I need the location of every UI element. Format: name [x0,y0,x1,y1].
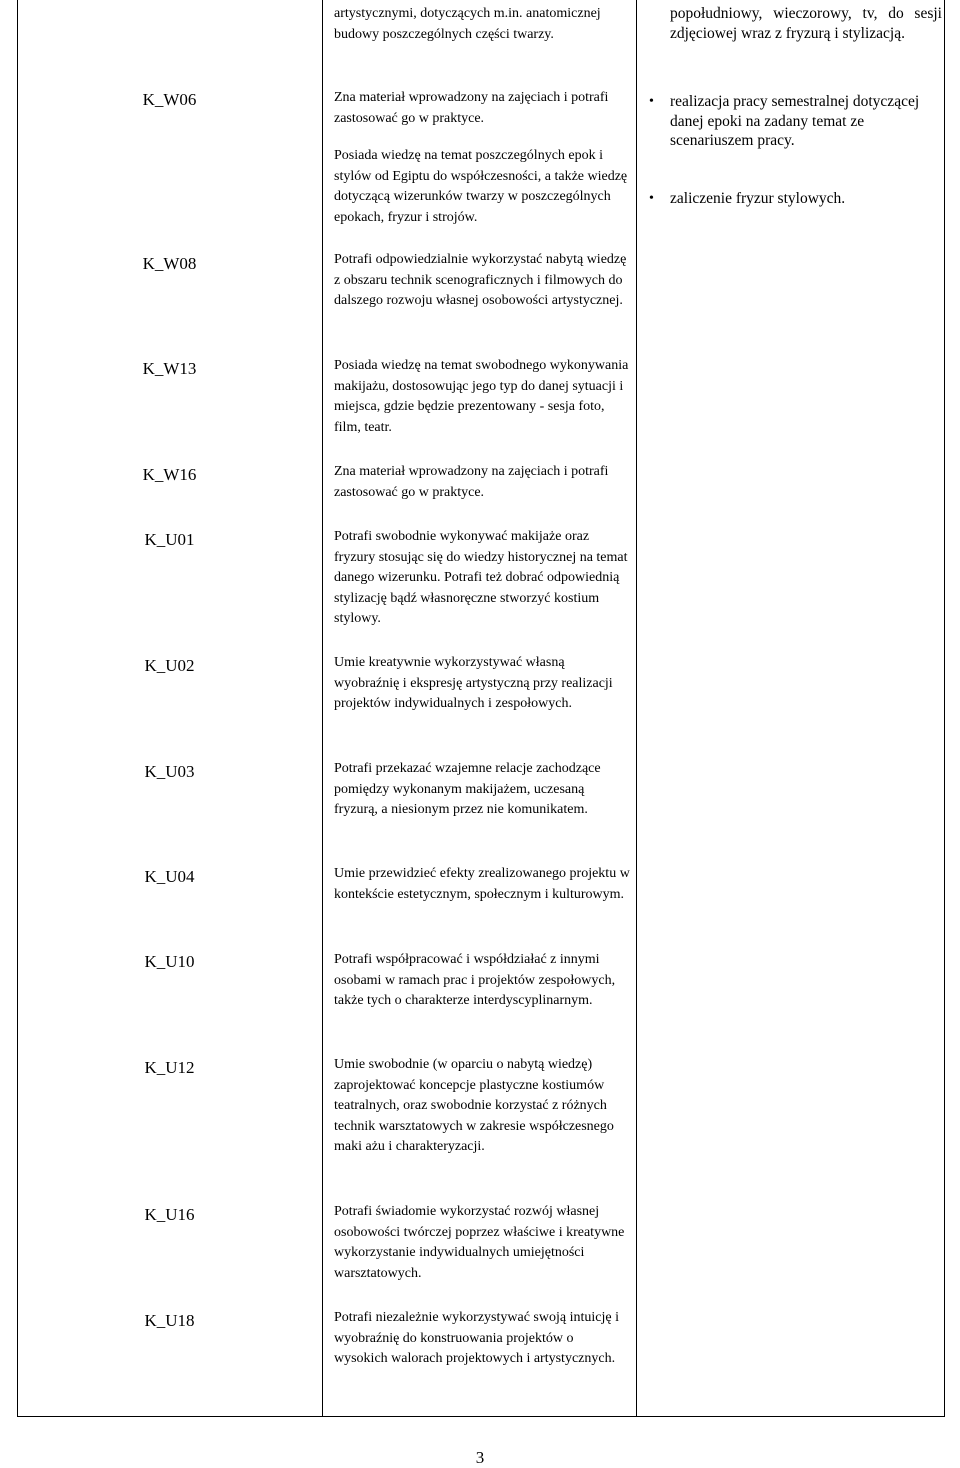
effect-description: Potrafi niezależnie wykorzystywać swoją intuicję i wyobraźnię do konstruowania projektów o wysokich walorach projektowych i artystycznych. [334,1310,619,1366]
effect-code: K_W16 [142,465,197,484]
effect-description: Umie przewidzieć efekty zrealizowanego projektu w kontekście estetycznym, społecznym i kulturowym. [334,866,630,902]
effect-description: Zna materiał wprowadzony na zajęciach i potrafi zastosować go w praktyce. [334,464,609,500]
effect-description: artystycznymi, dotyczących m.in. anatomicznej budowy poszczególnych części twarzy. [334,6,601,42]
column-divider [636,0,637,1416]
verification-method-text: popołudniowy, wieczorowy, tv, do sesji zdjęciowej wraz z fryzurą i stylizacją. [670,5,942,42]
list-item: • zaliczenie fryzur stylowych. [649,189,939,209]
effect-description: Potrafi swobodnie wykonywać makijaże oraz fryzury stosując się do wiedzy historycznej na temat danego wizerunku. Potrafi też dobrać odpowiednią stylizację bądź własnoręczne stworzyć kostium stylowy. [334,529,628,626]
effect-description: Potrafi odpowiedzialnie wykorzystać nabytą wiedzę z obszaru technik scenograficznych i filmowych do dalszego rozwoju własnej osobowości artystycznej. [334,252,627,308]
effect-code: K_U04 [144,867,195,886]
page-number: 3 [475,1448,485,1467]
effect-description: Umie swobodnie (w oparciu o nabytą wiedzę) zaprojektować koncepcje plastyczne kostiumów teatralnych, oraz swobodnie korzystać z różnych technik warsztatowych w zakresie współczesnego maki ażu i charakteryzacji. [334,1057,614,1154]
effect-description: Zna materiał wprowadzony na zajęciach i potrafi zastosować go w praktyce. [334,90,609,126]
effect-code: K_W06 [142,90,197,109]
effect-code: K_W08 [142,254,197,273]
list-item: • realizacja pracy semestralnej dotyczącej danej epoki na zadany temat ze scenariuszem pracy. [649,92,939,151]
effect-description: Potrafi świadomie wykorzystać rozwój własnej osobowości twórczej poprzez właściwe i kreatywne wykorzystanie indywidualnych umiejętności warsztatowych. [334,1204,625,1281]
effect-description: Potrafi współpracować i współdziałać z innymi osobami w ramach prac i projektów zespołowych, także tych o charakterze interdyscyplinarnym. [334,952,616,1008]
effect-code: K_U10 [144,952,195,971]
effect-code: K_W13 [142,359,197,378]
effect-code: K_U02 [144,656,195,675]
effect-description: Posiada wiedzę na temat poszczególnych epok i stylów od Egiptu do współczesności, a także wiedzę dotyczącą wizerunków twarzy w poszczególnych epokach, fryzur i strojów. [334,148,628,225]
effect-description: Potrafi przekazać wzajemne relacje zachodzące pomiędzy wykonanym makijażem, uczesaną fryzurą, a niesionym przez nie komunikatem. [334,761,601,817]
effect-code: K_U12 [144,1058,195,1077]
effect-description: Umie kreatywnie wykorzystywać własną wyobraźnię i ekspresję artystyczną przy realizacji projektów indywidualnych i zespołowych. [334,655,613,711]
effect-code: K_U01 [144,530,195,549]
effect-code: K_U16 [144,1205,195,1224]
effect-description: Posiada wiedzę na temat swobodnego wykonywania makijażu, dostosowując jego typ do danej sytuacji i miejsca, gdzie będzie prezentowany - sesja foto, film, teatr. [334,358,629,435]
verification-method-list [649,92,939,208]
column-divider [322,0,323,1416]
effect-code: K_U18 [144,1311,195,1330]
effect-code: K_U03 [144,762,195,781]
